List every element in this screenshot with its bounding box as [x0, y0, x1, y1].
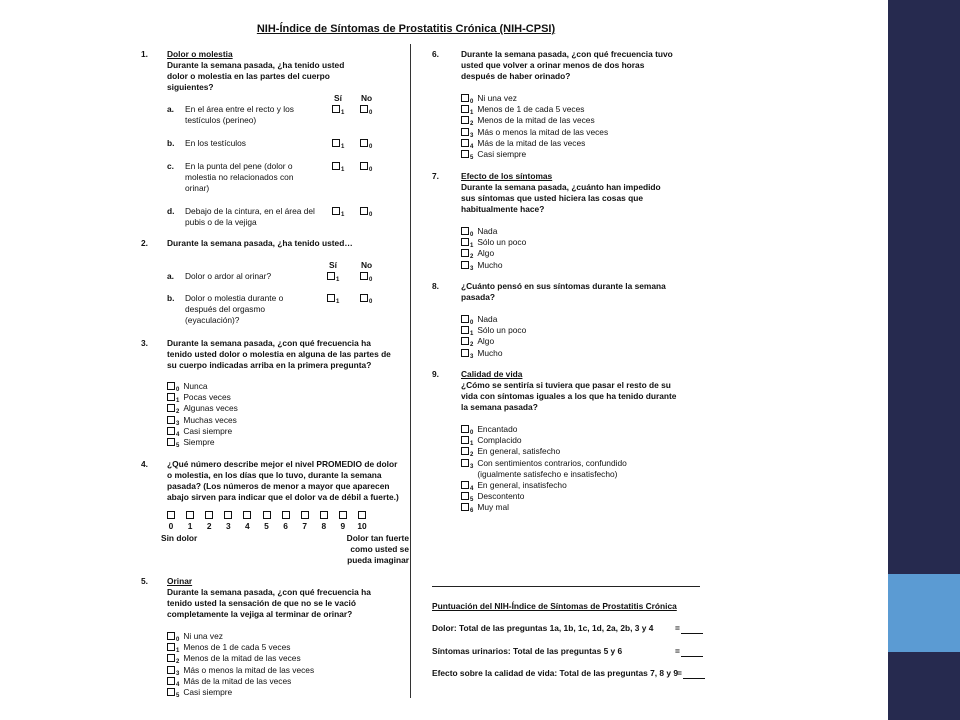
pain-scale-number: 3: [225, 521, 231, 531]
option-score: 2: [176, 659, 180, 666]
pain-scale-checkbox[interactable]: [243, 511, 251, 519]
q1b-no[interactable]: 0: [360, 138, 376, 153]
option-label: Casi siempre: [183, 687, 233, 697]
option-score: 1: [176, 398, 180, 405]
q2a-letter: a.: [167, 271, 174, 281]
questionnaire-document: [125, 0, 880, 720]
q2-col-si: Sí: [329, 260, 337, 270]
q2b-text: Dolor o molestia durante o después del orgasmo (eyaculación)?: [185, 293, 284, 325]
option-label: Encantado: [477, 424, 518, 434]
scoring-title: Puntuación del NIH-Índice de Síntomas de Prostatitis Crónica: [432, 601, 677, 611]
q1c-no[interactable]: 0: [360, 161, 376, 176]
option-label: Ni una vez: [477, 93, 517, 103]
slide-sidebar: [888, 0, 960, 720]
option-score: 3: [176, 420, 180, 427]
q1c-text: En la punta del pene (dolor o molestia no relacionados con orinar): [185, 161, 294, 193]
q7-option[interactable]: [461, 260, 502, 275]
q7-text: Durante la semana pasada, ¿cuánto han impedido sus síntomas que usted hiciera las cosas que habitualmente hace?: [461, 182, 661, 214]
pain-scale-checkbox[interactable]: [301, 511, 309, 519]
pain-scale-number: 5: [264, 521, 269, 531]
q5-text: Durante la semana pasada, ¿con qué frecuencia ha tenido usted la sensación de que no se le vació completamente la vejiga al terminar de orinar?: [167, 587, 371, 619]
checkbox-icon[interactable]: [167, 438, 175, 446]
checkbox-icon[interactable]: [461, 492, 469, 500]
checkbox-icon[interactable]: [167, 632, 175, 640]
checkbox-icon[interactable]: [461, 261, 469, 269]
q9-title: Calidad de vida: [461, 369, 523, 379]
option-label: Complacido: [477, 435, 522, 446]
option-label: Casi siempre: [477, 149, 527, 159]
option-label: Casi siempre: [183, 425, 233, 436]
option-label: Menos de 1 de cada 5 veces: [183, 642, 291, 653]
checkbox-icon[interactable]: [461, 238, 469, 246]
option-label: Muy mal: [477, 502, 509, 513]
q3-number: 3.: [141, 338, 148, 348]
option-label: Pocas veces: [183, 392, 231, 403]
q1-text: Durante la semana pasada, ¿ha tenido usted dolor o molestia en las partes del cuerpo siguientes?: [167, 60, 345, 92]
checkbox-icon[interactable]: [167, 643, 175, 651]
score-qol-blank[interactable]: [683, 678, 705, 679]
q1d-no[interactable]: 0: [360, 206, 376, 221]
pain-scale-number: 10: [357, 521, 367, 531]
pain-scale-number: 4: [245, 521, 250, 531]
pain-scale-checkbox[interactable]: [224, 511, 232, 519]
option-score: 6: [470, 508, 474, 515]
option-score: 5: [470, 497, 474, 503]
score-qol-eq: =: [677, 668, 682, 678]
sidebar-accent-block: [888, 574, 960, 652]
q2b-letter: b.: [167, 293, 175, 303]
checkbox-icon[interactable]: [167, 404, 175, 412]
option-label: Menos de 1 de cada 5 veces: [477, 104, 585, 115]
q5-number: 5.: [141, 576, 148, 586]
option-score: 1: [470, 331, 474, 338]
q1d-text: Debajo de la cintura, en el área del pubis o de la vejiga: [185, 206, 315, 227]
pain-scale-number: 7: [302, 521, 308, 531]
option-score: 1: [470, 441, 474, 448]
option-score: 2: [176, 409, 180, 416]
q4-text: ¿Qué número describe mejor el nivel PROMEDIO de dolor o molestia, en los días que lo tuvo, durante la semana pasada? (Los números de menor a mayor que aparecen abajo sirven para indicar que el dolor va de débil a fuerte.): [167, 459, 399, 502]
score-qol-label: Efecto sobre la calidad de vida: Total de las preguntas 7, 8 y 9: [432, 668, 679, 678]
checkbox-icon[interactable]: [167, 382, 175, 390]
option-label: Con sentimientos contrarios, confundido (igualmente satisfecho e insatisfecho): [477, 457, 627, 479]
option-score: 2: [470, 254, 474, 261]
checkbox-icon[interactable]: [461, 94, 469, 102]
pain-scale-number: 2: [206, 521, 212, 531]
option-label: Descontento: [477, 491, 525, 501]
score-pain-eq: =: [675, 623, 680, 633]
q2a-no[interactable]: 0: [360, 271, 376, 286]
pain-scale-checkbox[interactable]: [282, 511, 290, 519]
option-label: Más o menos la mitad de las veces: [477, 126, 609, 137]
q1-col-si: Sí: [334, 93, 342, 103]
option-label: Algo: [477, 248, 495, 259]
option-label: Algo: [477, 336, 495, 347]
checkbox-icon[interactable]: [167, 393, 175, 401]
q4-high-label: Dolor tan fuerte como usted se pueda imaginar: [346, 533, 409, 565]
option-score: 0: [470, 232, 474, 238]
option-label: Sólo un poco: [477, 237, 527, 248]
checkbox-icon[interactable]: [167, 427, 175, 435]
option-score: 3: [470, 353, 474, 360]
q9-text: ¿Cómo se sentiría si tuviera que pasar el resto de su vida con síntomas iguales a los que ha tenido durante la semana pasada?: [461, 380, 677, 412]
score-urinary-label: Síntomas urinarios: Total de las preguntas 5 y 6: [432, 646, 623, 656]
q2-text: Durante la semana pasada, ¿ha tenido usted…: [167, 238, 353, 248]
option-score: 3: [470, 463, 474, 470]
q9-option[interactable]: [461, 502, 509, 517]
q8-text: ¿Cuánto pensó en sus síntomas durante la semana pasada?: [461, 281, 666, 302]
q1-number: 1.: [141, 49, 148, 59]
pain-scale-number: 1: [187, 521, 193, 531]
checkbox-icon[interactable]: [461, 447, 469, 455]
q9-option[interactable]: [461, 458, 642, 480]
q7-title: Efecto de los síntomas: [461, 171, 553, 181]
score-urinary-blank[interactable]: [681, 656, 703, 657]
checkbox-icon[interactable]: [461, 116, 469, 124]
pain-scale-number: 6: [283, 521, 288, 531]
checkbox-icon[interactable]: [461, 436, 469, 444]
checkbox-icon[interactable]: [461, 425, 469, 433]
option-score: 0: [470, 320, 474, 326]
checkbox-icon[interactable]: [461, 481, 469, 489]
q3-option[interactable]: [167, 437, 215, 452]
q8-number: 8.: [432, 281, 439, 291]
q1a-no[interactable]: 0: [360, 104, 376, 119]
q1d-yes[interactable]: 1: [332, 206, 348, 221]
q8-option[interactable]: [461, 348, 502, 363]
checkbox-icon[interactable]: [461, 150, 469, 158]
option-score: 0: [470, 99, 474, 105]
option-score: 2: [470, 452, 474, 459]
checkbox-icon[interactable]: [167, 416, 175, 424]
checkbox-icon[interactable]: [167, 654, 175, 662]
checkbox-icon[interactable]: [461, 227, 469, 235]
option-label: En general, satisfecho: [477, 446, 561, 457]
option-label: Menos de la mitad de las veces: [183, 653, 301, 664]
pain-scale-checkbox[interactable]: [339, 511, 347, 519]
option-score: 0: [176, 387, 180, 393]
checkbox-icon[interactable]: [461, 128, 469, 136]
option-label: En general, insatisfecho: [477, 479, 567, 490]
pain-scale-number: 8: [321, 521, 327, 531]
option-score: 4: [470, 485, 474, 492]
option-score: 1: [176, 648, 180, 655]
q1c-letter: c.: [167, 161, 174, 171]
column-divider: [410, 44, 411, 698]
checkbox-icon[interactable]: [461, 139, 469, 147]
q1-col-no: No: [361, 93, 373, 103]
score-pain-blank[interactable]: [681, 633, 703, 634]
option-score: 3: [470, 132, 474, 139]
checkbox-icon[interactable]: [167, 666, 175, 674]
pain-scale-number: 0: [168, 521, 174, 531]
q6-text: Durante la semana pasada, ¿con qué frecuencia tuvo usted que volver a orinar menos de dos horas después de haber orinado?: [461, 49, 673, 81]
q1a-text: En el área entre el recto y los testículos (perineo): [185, 104, 294, 125]
scoring-separator: [432, 586, 700, 587]
q2b-no[interactable]: 0: [360, 293, 376, 308]
option-score: 0: [470, 430, 474, 436]
option-label: Ni una vez: [183, 631, 223, 641]
q2a-yes[interactable]: 1: [327, 271, 343, 286]
q1a-yes[interactable]: 1: [332, 104, 348, 119]
checkbox-icon[interactable]: [167, 688, 175, 696]
pain-scale-checkbox[interactable]: [167, 511, 175, 519]
q6-option[interactable]: [461, 149, 526, 164]
option-label: Más de la mitad de las veces: [477, 137, 586, 148]
checkbox-icon[interactable]: [461, 349, 469, 357]
option-score: 5: [470, 155, 474, 161]
q1c-yes[interactable]: 1: [332, 161, 348, 176]
option-label: Algunas veces: [183, 403, 238, 414]
option-score: 3: [470, 265, 474, 272]
q1d-letter: d.: [167, 206, 175, 216]
option-label: Siempre: [183, 437, 215, 447]
checkbox-icon[interactable]: [461, 459, 469, 467]
checkbox-icon[interactable]: [461, 503, 469, 511]
pain-scale-checkbox[interactable]: [205, 511, 213, 519]
option-score: 4: [176, 431, 180, 438]
option-score: 3: [176, 670, 180, 677]
q9-number: 9.: [432, 369, 439, 379]
q4-number: 4.: [141, 459, 148, 469]
q1-title: Dolor o molestia: [167, 49, 233, 59]
pain-scale-checkbox[interactable]: [320, 511, 328, 519]
q7-number: 7.: [432, 171, 439, 181]
option-score: 5: [176, 693, 180, 699]
option-score: 4: [176, 681, 180, 688]
option-label: Nunca: [183, 381, 208, 391]
option-label: Muchas veces: [183, 414, 237, 425]
option-score: 1: [470, 243, 474, 250]
option-label: Mucho: [477, 347, 503, 358]
score-urinary-eq: =: [675, 646, 680, 656]
option-label: Menos de la mitad de las veces: [477, 115, 595, 126]
option-label: Más de la mitad de las veces: [183, 675, 292, 686]
option-score: 5: [176, 443, 180, 449]
q5-title: Orinar: [167, 576, 193, 586]
q1b-letter: b.: [167, 138, 175, 148]
option-label: Nada: [477, 314, 498, 324]
pain-scale-checkbox[interactable]: [186, 511, 194, 519]
q1b-text: En los testículos: [185, 138, 246, 148]
q2a-text: Dolor o ardor al orinar?: [185, 271, 272, 281]
q3-text: Durante la semana pasada, ¿con qué frecuencia ha tenido usted dolor o molestia en alguna de las partes de su cuerpo indicadas arriba en la primera pregunta?: [167, 338, 391, 370]
option-label: Más o menos la mitad de las veces: [183, 664, 315, 675]
q4-low-label: Sin dolor: [161, 533, 198, 543]
q1b-yes[interactable]: 1: [332, 138, 348, 153]
pain-scale-checkbox[interactable]: [358, 511, 366, 519]
option-score: 4: [470, 143, 474, 150]
pain-scale-checkbox[interactable]: [263, 511, 271, 519]
pain-scale-number: 9: [340, 521, 346, 531]
q6-number: 6.: [432, 49, 439, 59]
q2-col-no: No: [361, 260, 373, 270]
document-title: NIH-Índice de Síntomas de Prostatitis Crónica (NIH-CPSI): [256, 23, 556, 35]
checkbox-icon[interactable]: [461, 249, 469, 257]
option-label: Mucho: [477, 259, 503, 270]
option-score: 0: [176, 637, 180, 643]
option-score: 2: [470, 121, 474, 128]
checkbox-icon[interactable]: [461, 337, 469, 345]
checkbox-icon[interactable]: [461, 105, 469, 113]
q1a-letter: a.: [167, 104, 174, 114]
checkbox-icon[interactable]: [461, 326, 469, 334]
checkbox-icon[interactable]: [167, 677, 175, 685]
checkbox-icon[interactable]: [461, 315, 469, 323]
option-score: 1: [470, 110, 474, 117]
option-score: 2: [470, 342, 474, 349]
option-label: Sólo un poco: [477, 325, 527, 336]
option-label: Nada: [477, 226, 498, 236]
q5-option[interactable]: [167, 687, 232, 702]
q2b-yes[interactable]: 1: [327, 293, 343, 308]
score-pain-label: Dolor: Total de las preguntas 1a, 1b, 1c, 1d, 2a, 2b, 3 y 4: [432, 623, 654, 633]
q2-number: 2.: [141, 238, 148, 248]
